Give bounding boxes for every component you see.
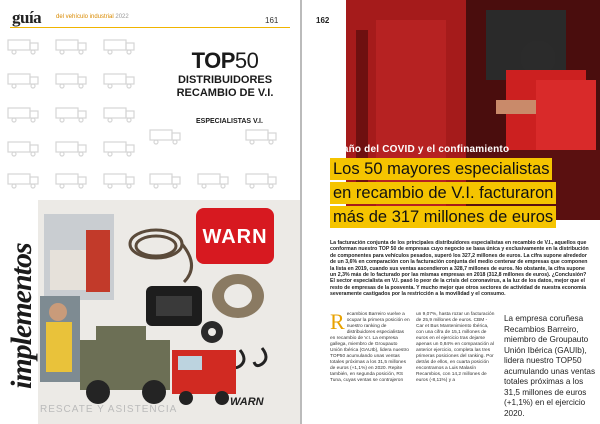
- truck-icon: [8, 74, 38, 88]
- top50-heading: TOP50: [191, 48, 259, 73]
- truck-icon: [198, 174, 228, 188]
- ad-tagline: RESCATE Y ASISTENCIA: [40, 404, 178, 415]
- ad-brand-strip: [0, 200, 38, 424]
- strap-photo: [212, 274, 264, 318]
- headline-line: Los 50 mayores especialistas: [330, 158, 552, 180]
- page-number-right: 162: [316, 16, 330, 25]
- warn-logo-text: WARN: [202, 226, 268, 248]
- truck-icon: [150, 174, 180, 188]
- pulley-block-photo: [201, 321, 223, 343]
- pull-quote: La empresa coruñesa Recambios Barreiro, miembro de Groupauto Unión Ibérica (GAUIb), lidera nuestro TOP50 acumulando unas ventas totales próximas a los 31,5 millones de euros (+1,1%) en el ejercicio 2020.: [504, 314, 596, 418]
- truck-icon: [104, 174, 134, 188]
- truck-icon: [104, 74, 134, 88]
- truck-icon: [8, 40, 38, 54]
- truck-icon: [246, 130, 276, 144]
- warn-bottom-logo: WARN: [230, 396, 264, 408]
- truck-icon: [56, 142, 86, 156]
- column-1-text: ecambios Barreiro vuelve a ocupar la primera posición en nuestro ranking de distribuidores especialistas en recambio de V.I. La empresa gallega, miembro de Groupauto Unión Ibérica (GAUIb), lidera nuestro TOP50 acumulando unas ventas totales próximas a los 31,5 millones de euros (+1,1%) en 2020. Repite también, en segunda posición, RS Tuna, cuyas ventas se contrajeron: [330, 312, 410, 383]
- title-line-distribuidores: DISTRIBUIDORES: [177, 74, 273, 86]
- drop-cap: R: [330, 309, 345, 334]
- article-column-2: un 9,07%, hasta rozar un facturación de 25,9 millones de euros. CBM - Car et Bus Mantenimiento Ibérica, con una cifra de 15,1 millones de euros en el ejercicio tras dejarse apenas un 0,84% en comparación al anterior ejercicio, completa las tres primeras posiciones del ranking. Por detrás de ellos, en cuarta posición encontramos a Luis Malasín Recambios, con 14,2 millones de euros (-8,11%) y a: [416, 312, 495, 383]
- right-page: [302, 0, 600, 424]
- headline-line: más de 317 millones de euros: [330, 206, 556, 228]
- magazine-year: 2022: [115, 14, 129, 20]
- article-column-1: [330, 309, 410, 384]
- magazine-header: [0, 0, 300, 28]
- truck-icon: [8, 174, 38, 188]
- top50-title-block: [160, 48, 290, 100]
- truck-icon: [8, 142, 38, 156]
- article-kicker: El año del COVID y el confinamiento: [330, 144, 510, 155]
- article-lead: La facturación conjunta de los principales distribuidores especialistas en recambio de V.I., aquellos que conforman nuestro TOP 50 de empresas cuyo negocio se basa única y exclusivamente en la distribución de componentes para vehículos pesados, superó los 327,2 millones de euros. La cifra supone alrededor de un 3,6% en comparación con la facturación conjunta del medio centenar de empresas que componen la lista en 2019, cuando sus ventas ascendieron a 328,7 millones de euros. No obstante, la cifra supone un 2,3% más de lo facturado por las mismas empresas en 2018 (312,8 millones de euros). ¿Conclusión? El sector especialista en V.I. pasó lo peor de la crisis del coronavirus, a la luz de los datos, mejor que el resto de empresas de la posventa. Y mucho mejor que otros sectores de actividad de nuestra economía severamente castigados por la restricción a la movilidad y el consumo.: [330, 240, 589, 298]
- truck-icon: [104, 40, 134, 54]
- truck-icon: [150, 130, 180, 144]
- tow-truck-photo: [44, 214, 114, 300]
- page-number-left: 161: [265, 16, 279, 25]
- warn-logo: [196, 208, 274, 264]
- truck-icon: [56, 74, 86, 88]
- guia-logo: guía: [12, 8, 42, 27]
- section-label: ESPECIALISTAS V.I.: [196, 118, 263, 125]
- implementos-advertisement: [0, 200, 300, 424]
- title-line-recambio: RECAMBIO DE V.I.: [176, 87, 274, 99]
- article-headline: [330, 158, 598, 230]
- truck-icon: [104, 142, 134, 156]
- truck-icon: [56, 40, 86, 54]
- headline-line: en recambio de V.I. facturaron: [330, 182, 556, 204]
- magazine-subtitle: del vehículo industrial 2022: [56, 14, 129, 20]
- truck-icon: [56, 108, 86, 122]
- winch-photo: [146, 286, 202, 326]
- worker-photo: [40, 296, 80, 382]
- truck-icon: [8, 108, 38, 122]
- truck-icon: [246, 174, 276, 188]
- truck-icon: [104, 108, 134, 122]
- implementos-brand: implementos: [5, 243, 38, 389]
- header-rule: [10, 27, 290, 28]
- truck-icon: [56, 174, 86, 188]
